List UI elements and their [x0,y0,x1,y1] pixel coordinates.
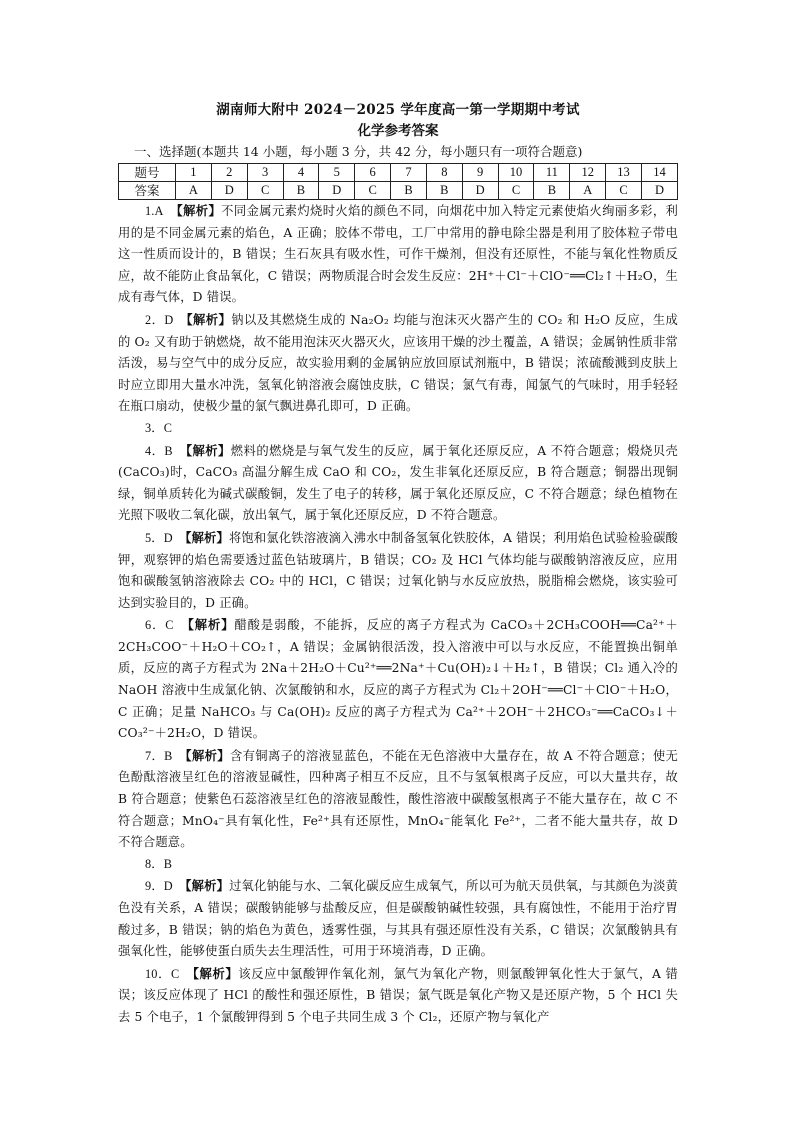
item-text: 钠以及其燃烧生成的 Na₂O₂ 均能与泡沫灭火器产生的 CO₂ 和 H₂O 反应，生成的 O₂ 又有助于钠燃烧，故不能用泡沫灭火器灭火，应该用干燥的沙土覆盖，A 错误；金属钠性质非常活泼，易与空气中的成分反应，故实验用剩的金属钠应放回原试剂瓶中，B 错误；浓硫酸溅到皮肤上时应立即用大量水冲洗，氢氧化钠溶液会腐蚀皮肤，C 错误；氯气有毒，闻氯气的气味时，用手轻轻在瓶口扇动，使极少量的氯气飘进鼻孔即可，D 正确。 [118,312,679,414]
answer-sheet [118,100,678,1029]
answer-cell: B [426,182,462,200]
analysis-tag: 【解析】 [176,203,222,218]
page-subtitle: 化学参考答案 [357,123,439,139]
question-number: 14 [641,164,677,182]
question-number: 3 [247,164,283,182]
answer-cell: D [641,182,677,200]
explanation-item [118,854,678,876]
analysis-tag: 【解析】 [185,747,230,763]
explanation-item [118,200,678,309]
analysis-tag: 【解析】 [187,617,235,633]
explanation-item [118,440,678,527]
item-number: 5．D [145,530,173,545]
explanation-item [118,875,678,962]
question-number: 5 [319,164,355,182]
answer-cell: C [606,182,642,200]
question-number: 7 [391,164,427,182]
item-number: 9．D [145,879,173,894]
question-number: 4 [283,164,319,182]
question-number: 1 [176,164,212,182]
item-number: 4．B [145,443,173,458]
analysis-tag: 【解析】 [192,965,239,981]
explanation-list [118,200,678,1029]
explanation-item [118,745,678,854]
item-text: 将饱和氯化铁溶液滴入沸水中制备氢氧化铁胶体，A 错误；利用焰色试验检验碳酸钾，观察钾的焰色需要透过蓝色钴玻璃片，B 错误；CO₂ 及 HCl 气体均能与碳酸钠溶液反应，应用饱和碳酸氢钠溶液除去 CO₂ 中的 HCl，C 错误；过氧化钠与水反应放热，脱脂棉会燃烧，该实验可达到实验目的，D 正确。 [118,530,679,610]
item-number: 2．D [145,312,174,327]
answer-cell: C [498,182,534,200]
answer-cell: C [355,182,391,200]
item-number: 8．B [145,856,173,871]
question-number: 6 [355,164,391,182]
question-number: 12 [570,164,606,182]
item-number: 6．C [145,618,174,633]
item-number: 7．B [145,748,173,763]
item-number: 3．C [145,420,173,435]
row-label: 答案 [119,182,176,200]
item-text: 该反应中氯酸钾作氧化剂，氯气为氧化产物，则氯酸钾氧化性大于氯气，A 错误；该反应体现了 HCl 的酸性和强还原性，B 错误；氯气既是氧化产物又是还原产物，5 个 HCl 失去 5 个电子，1 个氯酸钾得到 5 个电子共同生成 3 个 Cl₂，还原产物与氧化产 [118,966,678,1024]
answer-cell: B [391,182,427,200]
answer-cell: D [211,182,247,200]
explanation-item [118,614,678,745]
question-number: 9 [462,164,498,182]
item-text: 过氧化钠能与水、二氧化碳反应生成氧气，所以可为航天员供氧，与其颜色为淡黄色没有关系，A 错误；碳酸钠能够与盐酸反应，但是碳酸钠碱性较强，具有腐蚀性，不能用于治疗胃酸过多，B 错误；钠的焰色为黄色，透雾性强，与其具有强还原性没有关系，C 错误；次氯酸钠具有强氧化性，能够使蛋白质失去生理活性，可用于环境消毒，D 正确。 [118,879,678,959]
question-number: 10 [498,164,534,182]
answer-cell: D [462,182,498,200]
analysis-tag: 【解析】 [185,529,229,545]
question-number: 11 [534,164,570,182]
section-heading: 一、选择题(本题共 14 小题，每小题 3 分，共 42 分，每小题只有一项符合题意) [134,144,583,159]
question-number: 2 [211,164,247,182]
answer-cell: A [570,182,606,200]
page-title: 湖南师大附中 2024－2025 学年度高一第一学期期中考试 [216,102,580,118]
row-label: 题号 [119,164,176,182]
item-text: 含有铜离子的溶液显蓝色，不能在无色溶液中大量存在，故 A 不符合题意；使无色酚酞溶液呈红色的溶液显碱性，四种离子相互不反应，且不与氢氧根离子反应，可以大量共存，故 B 符合题意；使紫色石蕊溶液呈红色的溶液显酸性，酸性溶液中碳酸氢根离子不能大量存在，故 C 不符合题意；MnO₄⁻具有氧化性，Fe²⁺具有还原性，MnO₄⁻能氧化 Fe²⁺，二者不能大量共存，故 D 不符合题意。 [118,748,679,850]
analysis-tag: 【解析】 [186,311,232,327]
explanation-item [118,963,678,1029]
analysis-tag: 【解析】 [185,442,231,458]
item-number: 1.A [145,204,164,218]
item-number: 10．C [145,966,180,981]
explanation-item [118,309,678,418]
answer-cell: C [247,182,283,200]
explanation-item [118,418,678,440]
item-text: 不同金属元素灼烧时火焰的颜色不同，向烟花中加入特定元素使焰火绚丽多彩，利用的是不同金属元素的焰色，A 正确；胶体不带电，工厂中常用的静电除尘器是利用了胶体粒子带电这一性质而设计的，B 错误；生石灰具有吸水性，可作干燥剂，但没有还原性，不能与氧化性物质反应，故不能防止食品氧化，C 错误；两物质混合时会发生反应：2H⁺＋Cl⁻＋ClO⁻══Cl₂↑＋H₂O，生成有毒气体，D 错误。 [118,204,678,305]
answer-table [118,163,678,200]
question-number-row [119,164,678,182]
answer-row [119,182,678,200]
question-number: 8 [426,164,462,182]
item-text: 燃料的燃烧是与氧气发生的反应，属于氧化还原反应，A 不符合题意；煅烧贝壳(CaCO₃)时，CaCO₃ 高温分解生成 CaO 和 CO₂，发生非氧化还原反应，B 符合题意；铜器出现铜绿，铜单质转化为碱式碳酸铜，发生了电子的转移，属于氧化还原反应，C 不符合题意；绿色植物在光照下吸收二氧化碳，放出氧气，属于氧化还原反应，D 不符合题意。 [118,443,678,523]
question-number: 13 [606,164,642,182]
answer-cell: D [319,182,355,200]
answer-cell: A [176,182,212,200]
item-text: 醋酸是弱酸，不能拆，反应的离子方程式为 CaCO₃＋2CH₃COOH══Ca²⁺＋2CH₃COO⁻＋H₂O＋CO₂↑，A 错误；金属钠很活泼，投入溶液中可以与水反应，不能置换出铜单质，反应的离子方程式为 2Na＋2H₂O＋Cu²⁺══2Na⁺＋Cu(OH)₂↓＋H₂↑，B 错误；Cl₂ 通入冷的 NaOH 溶液中生成氯化钠、次氯酸钠和水，反应的离子方程式为 Cl₂＋2OH⁻══Cl⁻＋ClO⁻＋H₂O，C 正确；足量 NaHCO₃ 与 Ca(OH)₂ 反应的离子方程式为 Ca²⁺＋2OH⁻＋2HCO₃⁻══CaCO₃↓＋CO₃²⁻＋2H₂O，D 错误。 [118,618,679,741]
analysis-tag: 【解析】 [185,878,230,894]
answer-cell: B [283,182,319,200]
answer-cell: B [534,182,570,200]
explanation-item [118,527,678,614]
